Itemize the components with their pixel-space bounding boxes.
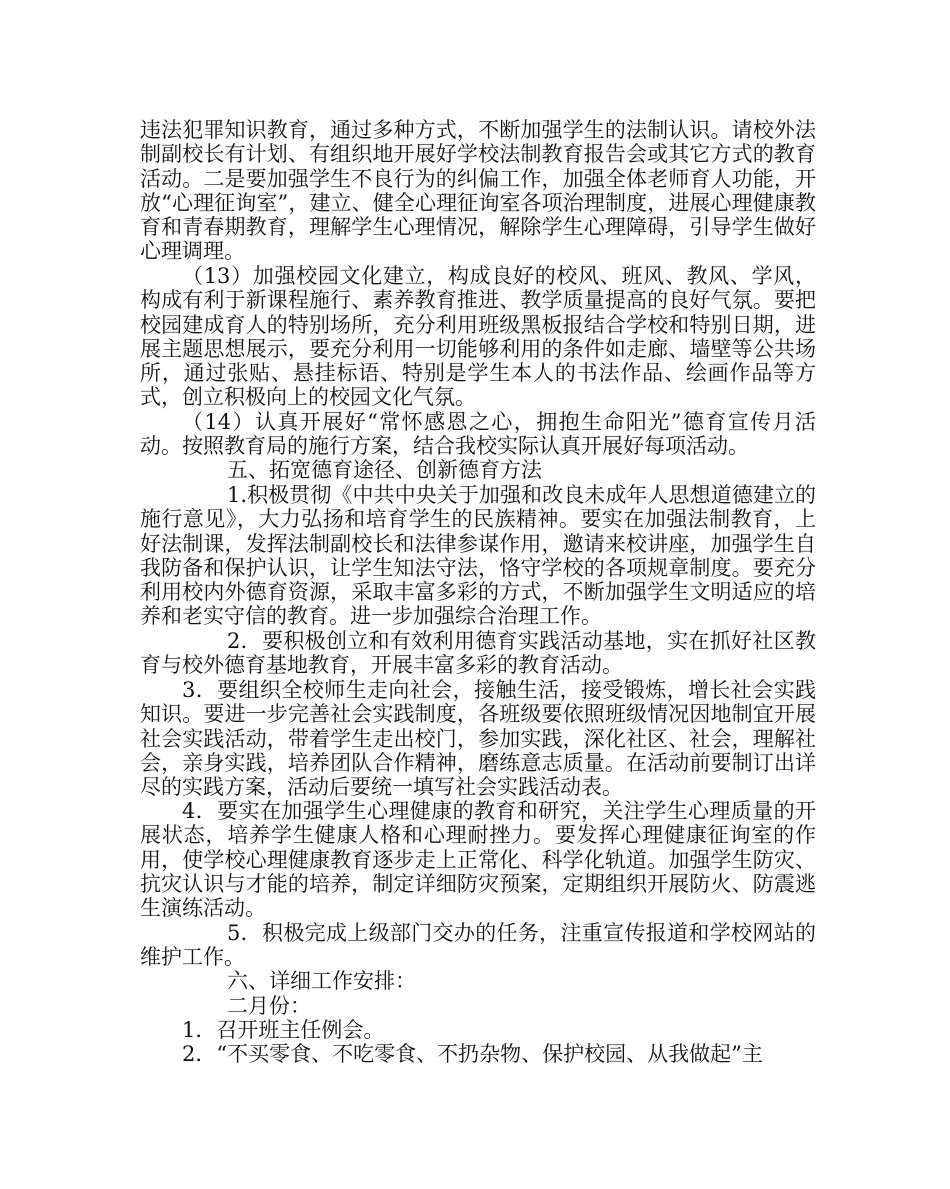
paragraph-point-5: 5．积极完成上级部门交办的任务，注重宣传报道和学校网站的维护工作。 bbox=[140, 921, 816, 970]
paragraph-point-1: 1.积极贯彻《中共中央关于加强和改良未成年人思想道德建立的施行意见》，大力弘扬和培育学生的民族精神。要实在加强法制教育，上好法制课，发挥法制副校长和法律参谋作用，邀请来校讲座，加强学生自我防备和保护认识，让学生知法守法，恪守学校的各项规章制度。要充分利用校内外德育资源，采取丰富多彩的方式，不断加强学生文明适应的培养和老实守信的教育。进一步加强综合治理工作。 bbox=[140, 483, 816, 629]
month-heading-february: 二月份： bbox=[227, 994, 311, 1018]
paragraph-point-4: 4．要实在加强学生心理健康的教育和研究，关注学生心理质量的开展状态，培养学生健康人格和心理耐挫力。要发挥心理健康征询室的作用，使学校心理健康教育逐步走上正常化、科学化轨道。加强学生防灾、抗灾认识与才能的培养，制定详细防灾预案，定期组织开展防火、防震逃生演练活动。 bbox=[140, 799, 816, 921]
list-item-february-2: 2．“不买零食、不吃零食、不扔杂物、保护校园、从我做起”主 bbox=[182, 1042, 763, 1066]
paragraph-point-2: 2．要积极创立和有效利用德育实践活动基地，实在抓好社区教育与校外德育基地教育，开展丰富多彩的教育活动。 bbox=[140, 629, 816, 678]
section-heading-five: 五、拓宽德育途径、创新德育方法 bbox=[227, 458, 542, 482]
list-item-february-1: 1．召开班主任例会。 bbox=[182, 1018, 385, 1042]
paragraph-point-3: 3．要组织全校师生走向社会，接触生活，接受锻炼，增长社会实践知识。要进一步完善社会实践制度，各班级要依照班级情况因地制宜开展社会实践活动，带着学生走出校门，参加实践，深化社区、社会，理解社会，亲身实践，培养团队合作精神，磨练意志质量。在活动前要制订出详尽的实践方案，活动后要统一填写社会实践活动表。 bbox=[140, 678, 816, 800]
paragraph-item-14-gratitude-month: （14）认真开展好“常怀感恩之心，拥抱生命阳光”德育宣传月活动。按照教育局的施行方案，结合我校实际认真开展好每项活动。 bbox=[140, 410, 816, 459]
paragraph-legal-education-continued: 违法犯罪知识教育，通过多种方式，不断加强学生的法制认识。请校外法制副校长有计划、有组织地开展好学校法制教育报告会或其它方式的教育活动。二是要加强学生不良行为的纠偏工作，加强全体老师育人功能，开放“心理征询室”，建立、健全心理征询室各项治理制度，进展心理健康教育和青春期教育，理解学生心理情况，解除学生心理障碍，引导学生做好心理调理。 bbox=[140, 118, 816, 264]
section-heading-six: 六、详细工作安排： bbox=[227, 969, 416, 993]
paragraph-item-13-campus-culture: （13）加强校园文化建立，构成良好的校风、班风、教风、学风，构成有利于新课程施行、素养教育推进、教学质量提高的良好气氛。要把校园建成育人的特别场所，充分利用班级黑板报结合学校和特别日期，进展主题思想展示，要充分利用一切能够利用的条件如走廊、墙壁等公共场所，通过张贴、悬挂标语、特别是学生本人的书法作品、绘画作品等方式，创立积极向上的校园文化气氛。 bbox=[140, 264, 816, 410]
